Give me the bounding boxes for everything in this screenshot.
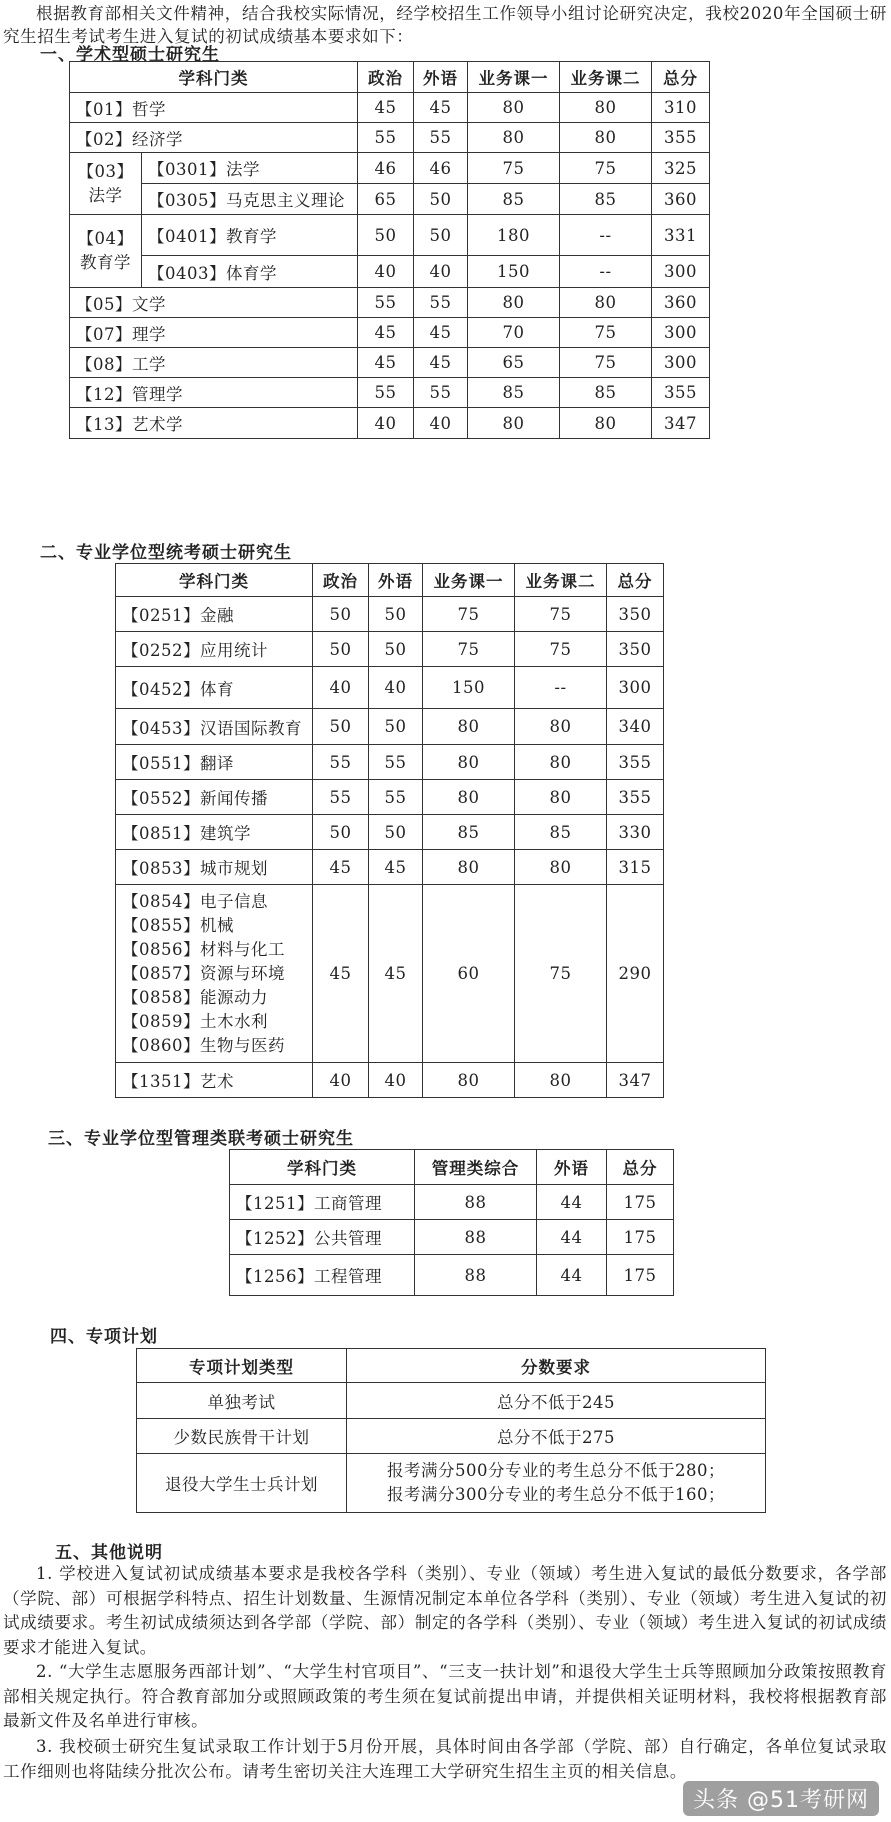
score-cell: 300	[652, 256, 710, 288]
score-cell: 55	[414, 123, 468, 153]
academic-score-table	[69, 61, 710, 439]
score-cell: 85	[468, 378, 560, 408]
score-cell: 85	[560, 378, 652, 408]
score-cell: 80	[423, 780, 515, 815]
score-cell: --	[560, 256, 652, 288]
score-cell: 360	[652, 288, 710, 318]
table-row	[116, 745, 664, 780]
score-cell: 347	[607, 1063, 664, 1098]
header-course1: 业务课一	[468, 62, 560, 93]
table-row	[137, 1454, 766, 1513]
plan-requirement: 总分不低于275	[347, 1419, 766, 1454]
score-cell: 45	[313, 850, 369, 885]
score-cell: 80	[560, 93, 652, 123]
subject-name: 【0856】材料与化工	[122, 939, 285, 959]
score-cell: 355	[652, 378, 710, 408]
section5-title: 五、其他说明	[55, 1543, 163, 1563]
subject-name: 【0551】翻译	[116, 745, 313, 780]
note-paragraph-3: 3. 我校硕士研究生复试录取工作计划于5月份开展，具体时间由各学部（学院、部）自行确定，各单位复试录取工作细则也将陆续分批次公布。请考生密切关注大连理工大学研究生招生主页的相关信息。	[3, 1737, 887, 1781]
score-cell: 75	[423, 632, 515, 667]
score-cell: 65	[358, 184, 414, 215]
subject-name: 【01】哲学	[70, 93, 358, 123]
header-total: 总分	[652, 62, 710, 93]
subject-name: 【1256】工程管理	[230, 1255, 415, 1296]
score-cell: 55	[369, 780, 423, 815]
subject-name: 【0305】马克思主义理论	[142, 184, 358, 215]
subject-name: 【13】艺术学	[70, 408, 358, 439]
score-cell: 80	[515, 745, 607, 780]
score-cell: 40	[313, 667, 369, 709]
score-cell: 80	[468, 93, 560, 123]
table-row	[70, 256, 710, 288]
score-cell: 340	[607, 709, 664, 745]
score-cell: 45	[369, 850, 423, 885]
score-cell: 80	[423, 745, 515, 780]
score-cell: 50	[313, 815, 369, 850]
table-row	[116, 850, 664, 885]
header-management-comprehensive: 管理类综合	[415, 1150, 537, 1185]
score-cell: 300	[607, 667, 664, 709]
score-cell: 55	[358, 378, 414, 408]
score-cell: 45	[358, 348, 414, 378]
score-cell: 150	[468, 256, 560, 288]
score-cell: 75	[515, 885, 607, 1063]
subject-name: 【0860】生物与医药	[122, 1035, 285, 1055]
section3-title: 三、专业学位型管理类联考硕士研究生	[48, 1129, 354, 1149]
subject-name: 【1251】工商管理	[230, 1185, 415, 1220]
special-plan-table	[136, 1348, 766, 1513]
score-cell: 75	[560, 318, 652, 348]
score-cell: 180	[468, 215, 560, 256]
score-cell: 44	[537, 1220, 607, 1255]
score-cell: 80	[423, 850, 515, 885]
score-cell: 85	[423, 815, 515, 850]
table-row	[116, 632, 664, 667]
header-language: 外语	[537, 1150, 607, 1185]
score-cell: 45	[358, 93, 414, 123]
header-language: 外语	[414, 62, 468, 93]
score-cell: 80	[423, 709, 515, 745]
subject-name: 【0858】能源动力	[122, 987, 268, 1007]
header-total: 总分	[607, 1150, 674, 1185]
score-cell: 70	[468, 318, 560, 348]
header-language: 外语	[369, 564, 423, 597]
table-row	[70, 318, 710, 348]
score-cell: 300	[652, 348, 710, 378]
score-cell: 50	[369, 632, 423, 667]
score-cell: 88	[415, 1255, 537, 1296]
subject-name: 【0252】应用统计	[116, 632, 313, 667]
header-politics: 政治	[313, 564, 369, 597]
plan-name: 少数民族骨干计划	[137, 1419, 347, 1454]
score-cell: 310	[652, 93, 710, 123]
subject-name: 【0403】体育学	[142, 256, 358, 288]
subject-name: 【0853】城市规划	[116, 850, 313, 885]
subject-name: 【0301】法学	[142, 153, 358, 184]
header-course2: 业务课二	[560, 62, 652, 93]
score-cell: 331	[652, 215, 710, 256]
subject-name: 【0857】资源与环境	[122, 963, 285, 983]
score-cell: 80	[560, 408, 652, 439]
table-row	[70, 348, 710, 378]
table-row	[70, 123, 710, 153]
score-cell: 350	[607, 632, 664, 667]
score-cell: 50	[313, 597, 369, 632]
table-row	[70, 288, 710, 318]
score-cell: 46	[414, 153, 468, 184]
score-cell: 40	[369, 667, 423, 709]
table-header-row	[116, 564, 664, 597]
score-cell: 44	[537, 1255, 607, 1296]
score-cell: 55	[358, 288, 414, 318]
subject-group	[70, 215, 142, 288]
table-row	[116, 815, 664, 850]
group-label: 【04】教育学	[77, 229, 134, 272]
requirement-line: 报考满分300分专业的考生总分不低于160；	[387, 1485, 725, 1504]
subject-name-list	[116, 885, 313, 1063]
score-cell: 50	[313, 632, 369, 667]
plan-name: 退役大学生士兵计划	[137, 1454, 347, 1513]
score-cell: 45	[369, 885, 423, 1063]
subject-name: 【07】理学	[70, 318, 358, 348]
score-cell: 300	[652, 318, 710, 348]
score-cell: 40	[414, 256, 468, 288]
table-header-row	[137, 1349, 766, 1383]
score-cell: 50	[313, 709, 369, 745]
score-cell: 50	[414, 184, 468, 215]
score-cell: 45	[313, 885, 369, 1063]
subject-name: 【08】工学	[70, 348, 358, 378]
score-cell: --	[560, 215, 652, 256]
subject-name: 【1252】公共管理	[230, 1220, 415, 1255]
table-row	[116, 597, 664, 632]
score-cell: 75	[515, 632, 607, 667]
score-cell: 175	[607, 1185, 674, 1220]
intro-paragraph: 根据教育部相关文件精神，结合我校实际情况，经学校招生工作领导小组讨论研究决定，我校2020年全国硕士研究生招生考试考生进入复试的初试成绩基本要求如下：	[3, 4, 887, 46]
score-cell: 55	[313, 745, 369, 780]
score-cell: 80	[515, 850, 607, 885]
subject-name: 【05】文学	[70, 288, 358, 318]
score-cell: 175	[607, 1255, 674, 1296]
subject-name: 【0552】新闻传播	[116, 780, 313, 815]
score-cell: 40	[358, 256, 414, 288]
header-plan-type: 专项计划类型	[137, 1349, 347, 1383]
table-row	[70, 153, 710, 184]
subject-name: 【02】经济学	[70, 123, 358, 153]
header-subject: 学科门类	[230, 1150, 415, 1185]
score-cell: 88	[415, 1185, 537, 1220]
table-header-row	[230, 1150, 674, 1185]
table-row	[230, 1255, 674, 1296]
score-cell: 175	[607, 1220, 674, 1255]
header-course1: 业务课一	[423, 564, 515, 597]
score-cell: 40	[369, 1063, 423, 1098]
table-row	[230, 1220, 674, 1255]
score-cell: 80	[560, 288, 652, 318]
subject-name: 【0859】土木水利	[122, 1011, 268, 1031]
table-row	[137, 1419, 766, 1454]
section1-title: 一、学术型硕士研究生	[40, 45, 220, 65]
subject-name: 【0855】机械	[122, 915, 234, 935]
score-cell: 80	[468, 288, 560, 318]
score-cell: 45	[414, 318, 468, 348]
header-total: 总分	[607, 564, 664, 597]
score-cell: 46	[358, 153, 414, 184]
plan-name: 单独考试	[137, 1383, 347, 1419]
score-cell: 85	[468, 184, 560, 215]
table-row	[116, 1063, 664, 1098]
table-row	[70, 378, 710, 408]
group-label: 【03】法学	[77, 161, 134, 205]
header-score-requirement: 分数要求	[347, 1349, 766, 1383]
header-subject: 学科门类	[116, 564, 313, 597]
table-row	[230, 1185, 674, 1220]
score-cell: 55	[414, 288, 468, 318]
score-cell: 55	[313, 780, 369, 815]
score-cell: 315	[607, 850, 664, 885]
score-cell: 347	[652, 408, 710, 439]
table-row	[116, 885, 664, 1063]
score-cell: 75	[560, 348, 652, 378]
watermark-logo: 头条 @51考研网	[683, 1781, 879, 1816]
score-cell: 80	[560, 123, 652, 153]
score-cell: 80	[468, 408, 560, 439]
score-cell: 355	[607, 745, 664, 780]
score-cell: 50	[369, 597, 423, 632]
score-cell: 360	[652, 184, 710, 215]
management-score-table	[229, 1149, 674, 1296]
subject-name: 【0401】教育学	[142, 215, 358, 256]
score-cell: 40	[358, 408, 414, 439]
score-cell: 88	[415, 1220, 537, 1255]
score-cell: 325	[652, 153, 710, 184]
score-cell: 355	[607, 780, 664, 815]
score-cell: 50	[369, 815, 423, 850]
score-cell: 80	[515, 780, 607, 815]
score-cell: 85	[515, 815, 607, 850]
subject-name: 【0251】金融	[116, 597, 313, 632]
table-row	[70, 408, 710, 439]
table-row	[116, 667, 664, 709]
score-cell: 60	[423, 885, 515, 1063]
table-row	[70, 184, 710, 215]
score-cell: 50	[358, 215, 414, 256]
subject-name: 【0854】电子信息	[122, 891, 268, 911]
score-cell: 80	[423, 1063, 515, 1098]
section4-title: 四、专项计划	[50, 1327, 158, 1347]
note-paragraph-2: 2. “大学生志愿服务西部计划”、“大学生村官项目”、“三支一扶计划”和退役大学生士兵等照顾加分政策按照教育部相关规定执行。符合教育部加分或照顾政策的考生须在复试前提出申请，并提供相关证明材料，我校将根据教育部最新文件及名单进行审核。	[3, 1662, 887, 1730]
score-cell: 75	[560, 153, 652, 184]
score-cell: 55	[369, 745, 423, 780]
section2-title: 二、专业学位型统考硕士研究生	[40, 543, 292, 563]
score-cell: --	[515, 667, 607, 709]
score-cell: 75	[515, 597, 607, 632]
subject-name: 【1351】艺术	[116, 1063, 313, 1098]
score-cell: 85	[560, 184, 652, 215]
score-cell: 290	[607, 885, 664, 1063]
plan-requirement	[347, 1454, 766, 1513]
score-cell: 330	[607, 815, 664, 850]
header-subject: 学科门类	[70, 62, 358, 93]
subject-name: 【0453】汉语国际教育	[116, 709, 313, 745]
score-cell: 150	[423, 667, 515, 709]
table-row	[70, 93, 710, 123]
table-header-row	[70, 62, 710, 93]
score-cell: 350	[607, 597, 664, 632]
subject-name: 【0452】体育	[116, 667, 313, 709]
score-cell: 45	[414, 93, 468, 123]
score-cell: 40	[414, 408, 468, 439]
score-cell: 80	[515, 709, 607, 745]
score-cell: 75	[468, 153, 560, 184]
score-cell: 55	[358, 123, 414, 153]
plan-requirement: 总分不低于245	[347, 1383, 766, 1419]
subject-name: 【12】管理学	[70, 378, 358, 408]
table-row	[116, 709, 664, 745]
score-cell: 45	[358, 318, 414, 348]
table-row	[137, 1383, 766, 1419]
subject-group	[70, 153, 142, 215]
score-cell: 80	[468, 123, 560, 153]
note-paragraph-1: 1. 学校进入复试初试成绩基本要求是我校各学科（类别）、专业（领域）考生进入复试的最低分数要求，各学部（学院、部）可根据学科特点、招生计划数量、生源情况制定本单位各学科（类别）、专业（领域）考生进入复试的初试成绩要求。考生初试成绩须达到各学部（学院、部）制定的各学科（类别）、专业（领域）考生进入复试的初试成绩要求才能进入复试。	[3, 1564, 887, 1657]
header-politics: 政治	[358, 62, 414, 93]
table-row	[70, 215, 710, 256]
score-cell: 65	[468, 348, 560, 378]
header-course2: 业务课二	[515, 564, 607, 597]
score-cell: 50	[369, 709, 423, 745]
score-cell: 55	[414, 378, 468, 408]
score-cell: 45	[414, 348, 468, 378]
score-cell: 44	[537, 1185, 607, 1220]
table-row	[116, 780, 664, 815]
score-cell: 40	[313, 1063, 369, 1098]
score-cell: 355	[652, 123, 710, 153]
requirement-line: 报考满分500分专业的考生总分不低于280；	[387, 1461, 725, 1480]
professional-score-table	[115, 563, 664, 1098]
score-cell: 80	[515, 1063, 607, 1098]
score-cell: 75	[423, 597, 515, 632]
score-cell: 50	[414, 215, 468, 256]
subject-name: 【0851】建筑学	[116, 815, 313, 850]
